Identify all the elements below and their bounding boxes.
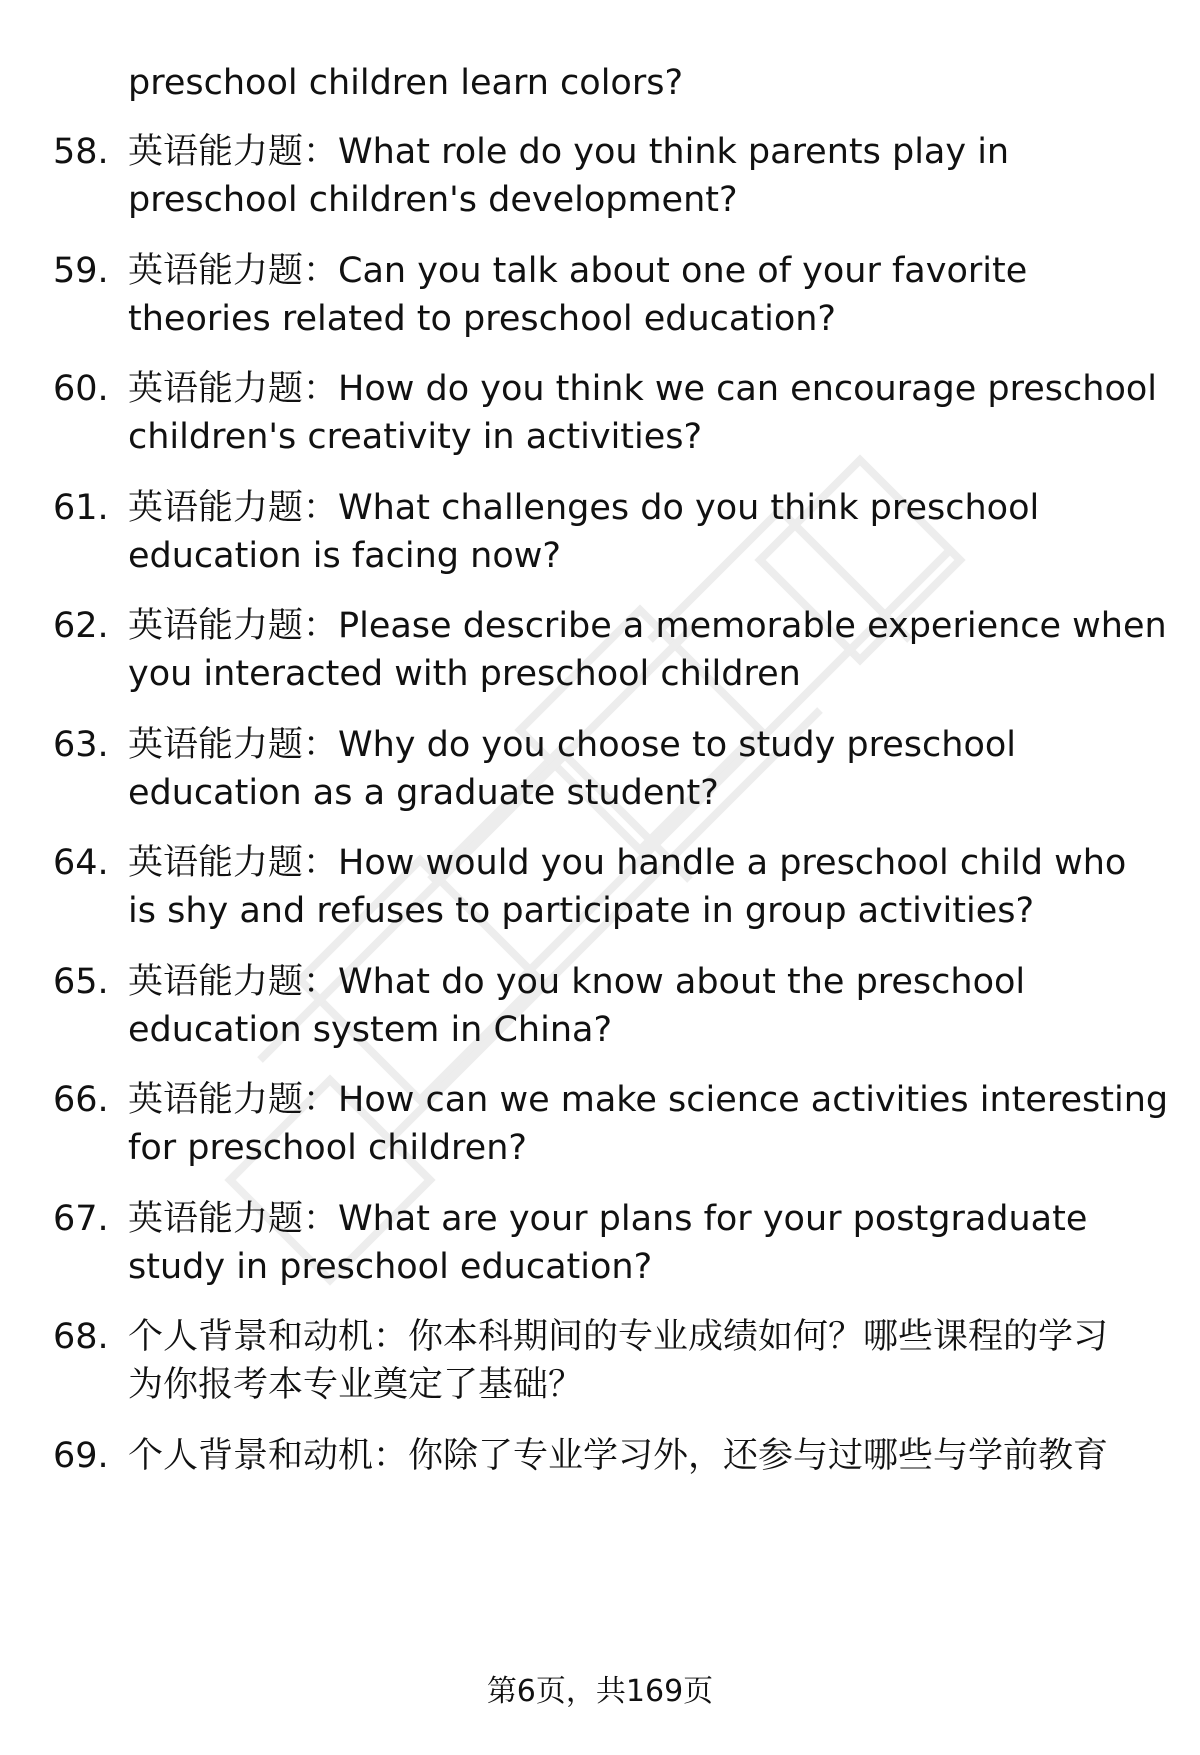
item-number: 67. — [53, 1198, 109, 1239]
item-number: 61. — [53, 487, 109, 528]
item-text — [128, 365, 1198, 461]
item-text-line: 英语能力题：What role do you think parents play in — [128, 132, 1010, 172]
item-text-line: 英语能力题：Can you talk about one of your favorite — [128, 250, 1028, 291]
item-number: 62. — [53, 606, 109, 646]
item-text-line: 英语能力题：How would you handle a preschool child who — [128, 843, 1127, 883]
item-number: 69. — [53, 1435, 109, 1476]
item-text-line: children's creativity in activities? — [128, 417, 703, 457]
item-text-line: 英语能力题：What challenges do you think preschool — [128, 487, 1040, 528]
item-number: 68. — [53, 1317, 109, 1357]
page-footer: 第6页，共169页 — [486, 1674, 714, 1709]
item-text — [128, 247, 1198, 343]
item-number: 65. — [53, 961, 109, 1002]
item-text-line: 英语能力题：Why do you choose to study preschool — [128, 724, 1017, 765]
item-number: 60. — [53, 369, 109, 409]
item-text-line: theories related to preschool education? — [128, 298, 836, 339]
item-text-line: 英语能力题：What are your plans for your postgraduate — [128, 1198, 1088, 1239]
item-text-line: for preschool children? — [128, 1128, 527, 1168]
item-text — [128, 1076, 1198, 1172]
item-text — [128, 958, 1198, 1054]
item-text — [128, 1313, 1198, 1409]
item-text — [128, 1195, 1198, 1291]
item-text-line: 英语能力题：How do you think we can encourage preschool — [128, 369, 1158, 409]
item-number: 63. — [53, 724, 109, 765]
item-text-line: study in preschool education? — [128, 1246, 653, 1287]
item-text-line: education is facing now? — [128, 535, 561, 576]
item-text-line: 个人背景和动机：你本科期间的专业成绩如何？哪些课程的学习 — [128, 1317, 1109, 1357]
item-number: 59. — [53, 250, 109, 291]
item-text-line: 英语能力题：What do you know about the preschool — [128, 961, 1026, 1002]
continuation-line: preschool children learn colors? — [128, 63, 684, 103]
item-text — [128, 128, 1198, 224]
item-text — [128, 839, 1198, 935]
item-number: 66. — [53, 1080, 109, 1120]
item-text — [128, 602, 1198, 698]
item-text — [128, 484, 1198, 580]
item-text-line: 英语能力题：Please describe a memorable experience when — [128, 606, 1167, 646]
item-text-line: education system in China? — [128, 1009, 613, 1050]
item-text — [128, 1432, 1198, 1480]
item-text-line: education as a graduate student? — [128, 772, 719, 813]
item-text-line: 英语能力题：How can we make science activities interesting — [128, 1080, 1169, 1120]
item-text — [128, 721, 1198, 817]
item-number: 58. — [53, 132, 109, 172]
item-text-line: is shy and refuses to participate in group activities? — [128, 891, 1035, 931]
item-text-line: you interacted with preschool children — [128, 654, 801, 694]
item-text-line: 为你报考本专业奠定了基础？ — [128, 1365, 584, 1405]
item-number: 64. — [53, 843, 109, 883]
item-text-line: 个人背景和动机：你除了专业学习外，还参与过哪些与学前教育 — [128, 1435, 1109, 1476]
item-text-line: preschool children's development? — [128, 180, 738, 220]
